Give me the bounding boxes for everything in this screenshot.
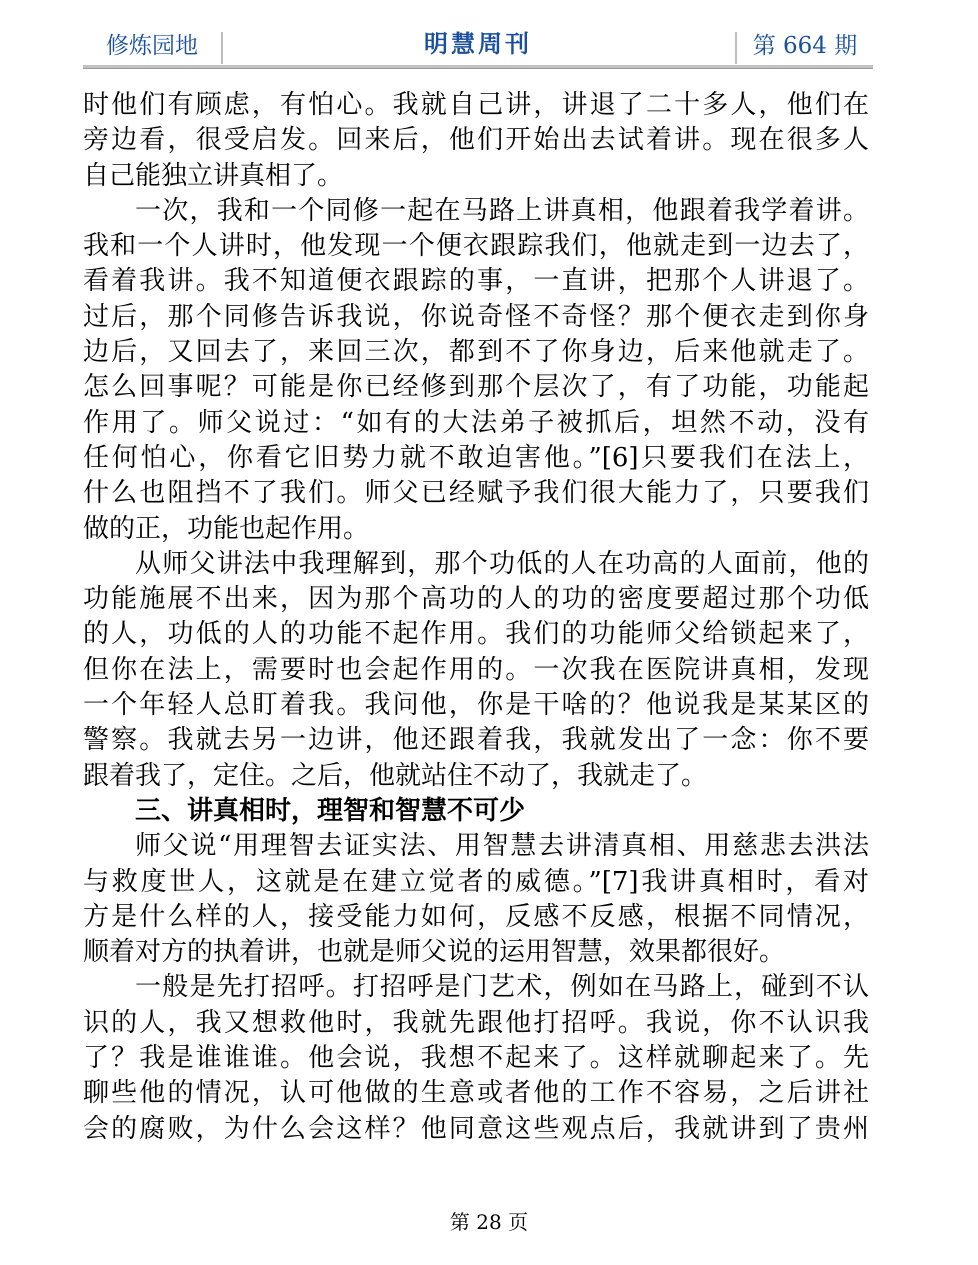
text-line: 自己能独立讲真相了。 [83, 160, 344, 191]
page-number: 第 28 页 [449, 1210, 529, 1234]
text-line: 方是什么样的人，接受能力如何，反感不反感，根据不同情况， [83, 901, 869, 932]
text-line: 跟着我了，定住。之后，他就站住不动了，我就走了。 [83, 760, 708, 791]
text-line: 师父说“用理智去证实法、用智慧去讲清真相、用慈悲去洪法 [135, 831, 869, 862]
text-line: 过后，那个同修告诉我说，你说奇怪不奇怪？那个便衣走到你身 [83, 301, 869, 332]
text-line: 怎么回事呢？可能是你已经修到那个层次了，有了功能，功能起 [83, 372, 869, 403]
text-line: 时他们有顾虑，有怕心。我就自己讲，讲退了二十多人，他们在 [83, 90, 869, 120]
text-line: 看着我讲。我不知道便衣跟踪的事，一直讲，把那个人讲退了。 [83, 266, 869, 297]
page-header [83, 26, 873, 66]
text-line: 的人，功低的人的功能不起作用。我们的功能师父给锁起来了， [83, 619, 869, 650]
issue-number: 第 664 期 [752, 33, 858, 59]
text-line: 警察。我就去另一边讲，他还跟着我，我就发出了一念：你不要 [83, 725, 869, 756]
text-line: 任何怕心，你看它旧势力就不敢迫害他。”[6]只要我们在法上， [83, 442, 869, 473]
text-line: 功能施展不出来，因为那个高功的人的功的密度要超过那个功低 [83, 584, 869, 615]
text-line: 与救度世人，这就是在建立觉者的威德。”[7]我讲真相时，看对 [83, 866, 869, 897]
text-line: 从师父讲法中我理解到，那个功低的人在功高的人面前，他的 [135, 548, 869, 579]
text-line: 顺着对方的执着讲，也就是师父说的运用智慧，效果都很好。 [83, 937, 786, 968]
publication-title: 明慧周刊 [424, 29, 532, 58]
text-line: 一次，我和一个同修一起在马路上讲真相，他跟着我学着讲。 [135, 195, 869, 226]
text-line: 什么也阻挡不了我们。师父已经赋予我们很大能力了，只要我们 [83, 478, 869, 509]
text-line: 边后，又回去了，来回三次，都到不了你身边，后来他就走了。 [83, 337, 869, 368]
text-line: 了？我是谁谁谁。他会说，我想不起来了。这样就聊起来了。先 [83, 1043, 869, 1074]
text-line: 但你在法上，需要时也会起作用的。一次我在医院讲真相，发现 [83, 654, 869, 685]
text-line: 我和一个人讲时，他发现一个便衣跟踪我们，他就走到一边去了， [83, 231, 869, 262]
text-line: 一般是先打招呼。打招呼是门艺术，例如在马路上，碰到不认 [135, 972, 869, 1003]
article-body [83, 88, 869, 1147]
text-line: 做的正，功能也起作用。 [83, 513, 370, 544]
header-rule [83, 65, 873, 69]
text-line: 聊些他的情况，认可他做的生意或者他的工作不容易，之后讲社 [83, 1078, 869, 1109]
text-line: 会的腐败，为什么会这样？他同意这些观点后，我就讲到了贵州 [83, 1113, 869, 1144]
text-line: 识的人，我又想救他时，我就先跟他打招呼。我说，你不认识我 [83, 1007, 869, 1038]
text-line: 作用了。师父说过：“如有的大法弟子被抓后，坦然不动，没有 [83, 407, 869, 438]
text-line: 一个年轻人总盯着我。我问他，你是干啥的？他说我是某某区的 [83, 690, 869, 721]
section-heading: 三、讲真相时，理智和智慧不可少 [135, 795, 526, 826]
text-line: 旁边看，很受启发。回来后，他们开始出去试着讲。现在很多人 [83, 125, 869, 156]
section-label: 修炼园地 [106, 33, 198, 59]
